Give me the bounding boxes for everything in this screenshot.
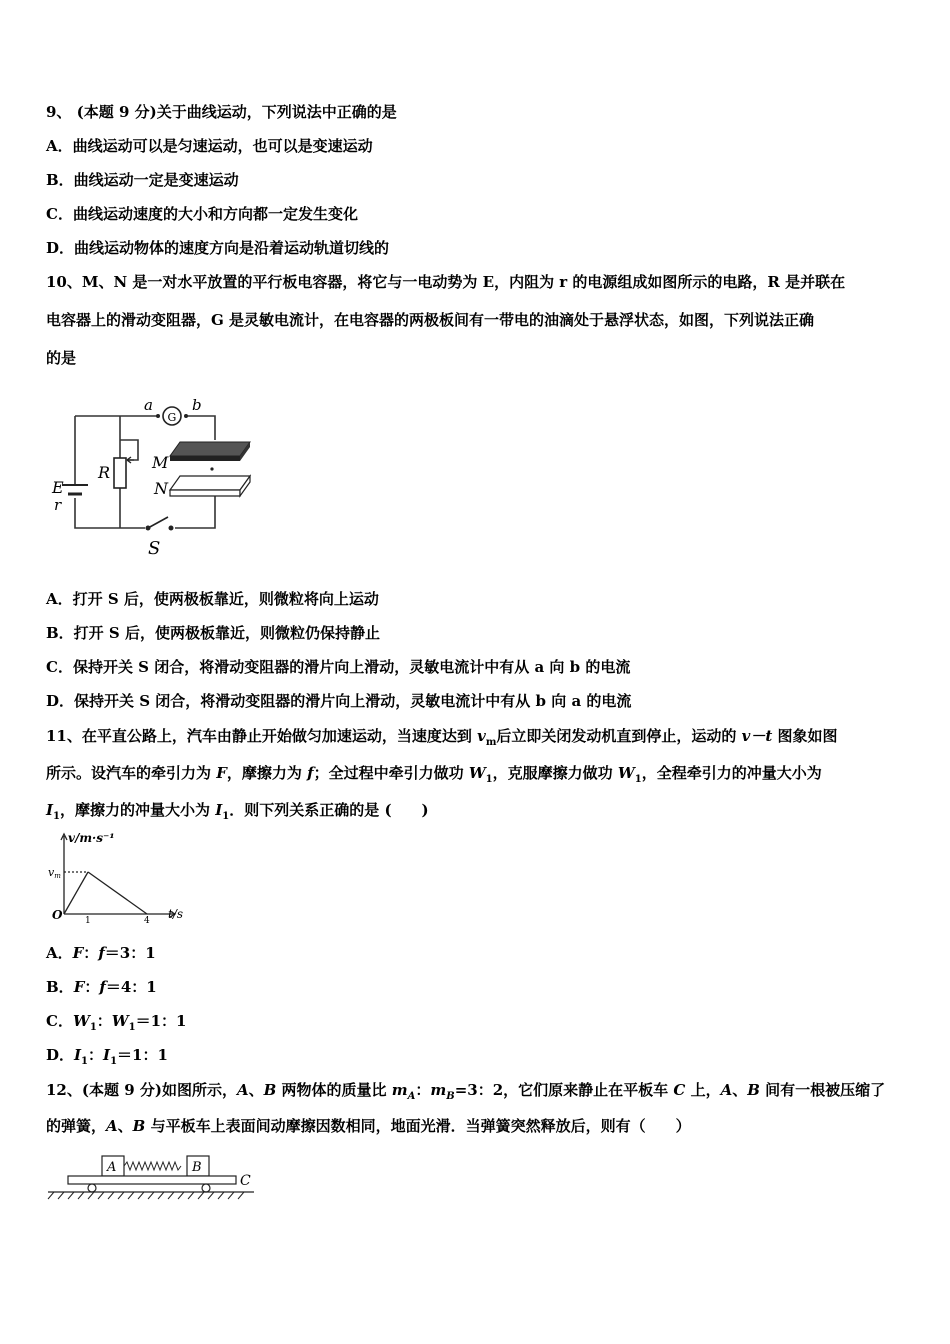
cart-c <box>68 1176 236 1184</box>
graph-line-decelerate <box>88 872 147 914</box>
label-a: a <box>144 396 153 414</box>
q10-option-a: A．打开 S 后，使两极板靠近，则微粒将向上运动 <box>46 590 379 608</box>
q11-option-c: C．$W_1$：$W_1=1$：1 <box>46 1012 187 1033</box>
cart-diagram <box>44 1148 264 1208</box>
q10-option-d: D．保持开关 S 闭合，将滑动变阻器的滑片向上滑动，灵敏电流计中有从 b 向 a 的电流 <box>46 692 632 710</box>
wheel-left <box>88 1184 96 1192</box>
label-s: S <box>148 538 161 559</box>
q9-option-a: A．曲线运动可以是匀速运动，也可以是变速运动 <box>46 137 373 155</box>
label-e: E <box>52 478 64 497</box>
graph-tick-1: 1 <box>85 916 91 926</box>
graph-xlabel: t/s <box>168 907 184 921</box>
graph-vm-label: vm <box>48 866 61 880</box>
q11-option-a: A．F：f＝3：1 <box>46 944 156 962</box>
label-n: N <box>154 479 168 498</box>
label-r-internal: r <box>54 496 62 514</box>
q9-option-c: C．曲线运动速度的大小和方向都一定发生变化 <box>46 205 358 223</box>
graph-tick-4: 4 <box>144 916 150 926</box>
label-g: G <box>167 411 177 424</box>
graph-origin: O <box>52 908 63 922</box>
q9-option-b: B．曲线运动一定是变速运动 <box>46 171 239 189</box>
label-m: M <box>152 453 169 472</box>
q10-stem-line-3: 的是 <box>46 349 77 367</box>
q10-stem-line-2: 电容器上的滑动变阻器，G 是灵敏电流计，在电容器的两极板间有一带电的油滴处于悬浮状态，如图，下列说法正确 <box>46 311 815 329</box>
label-r-resistor: R <box>98 463 111 482</box>
q11-stem-line-2: 所示。设汽车的牵引力为 F，摩擦力为 f；全过程中牵引力做功 $W_1$，克服摩擦力做功 $W_1$，全程牵引力的冲量大小为 <box>46 764 822 785</box>
q10-stem-line-1: 10、M、N 是一对水平放置的平行板电容器，将它与一电动势为 E，内阻为 r 的电源组成如图所示的电路，R 是并联在 <box>46 273 846 291</box>
wheel-right <box>202 1184 210 1192</box>
cart-c-label: C <box>240 1173 251 1189</box>
q12-stem-line-1: 12、(本题 9 分)如图所示，A、B 两物体的质量比 $m_A$：$m_B=3$：2，它们原来静止在平板车 C 上，A、B 间有一根被压缩了 <box>46 1081 886 1102</box>
q12-stem-line-2: 的弹簧，A、B 与平板车上表面间动摩擦因数相同，地面光滑．当弹簧突然释放后，则有（ ） <box>46 1117 691 1135</box>
q9-option-d: D．曲线运动物体的速度方向是沿着运动轨道切线的 <box>46 239 390 257</box>
q11-stem-line-3: $I_1$，摩擦力的冲量大小为 $I_1$．则下列关系正确的是 ( ) <box>46 801 429 822</box>
q9-stem: 9、 (本题 9 分)关于曲线运动，下列说法中正确的是 <box>46 103 397 121</box>
q11-option-d: D．$I_1$：$I_1=1$：1 <box>46 1046 168 1067</box>
q10-option-c: C．保持开关 S 闭合，将滑动变阻器的滑片向上滑动，灵敏电流计中有从 a 向 b 的电流 <box>46 658 631 676</box>
block-b-label: B <box>192 1160 202 1175</box>
q10-option-b: B．打开 S 后，使两极板靠近，则微粒仍保持静止 <box>46 624 380 642</box>
block-a-label: A <box>107 1160 117 1175</box>
vt-graph <box>44 828 194 928</box>
graph-line-accelerate <box>64 872 88 914</box>
spring <box>124 1162 181 1170</box>
graph-ylabel: v/m·s⁻¹ <box>68 831 115 845</box>
q11-stem-line-1: 11、在平直公路上，汽车由静止开始做匀加速运动，当速度达到 $v_m$后立即关闭发动机直到停止，运动的 v－t 图象如图 <box>46 727 838 748</box>
q11-option-b: B．F：f＝4：1 <box>46 978 157 996</box>
label-b: b <box>192 396 202 414</box>
circuit-diagram <box>40 390 270 560</box>
